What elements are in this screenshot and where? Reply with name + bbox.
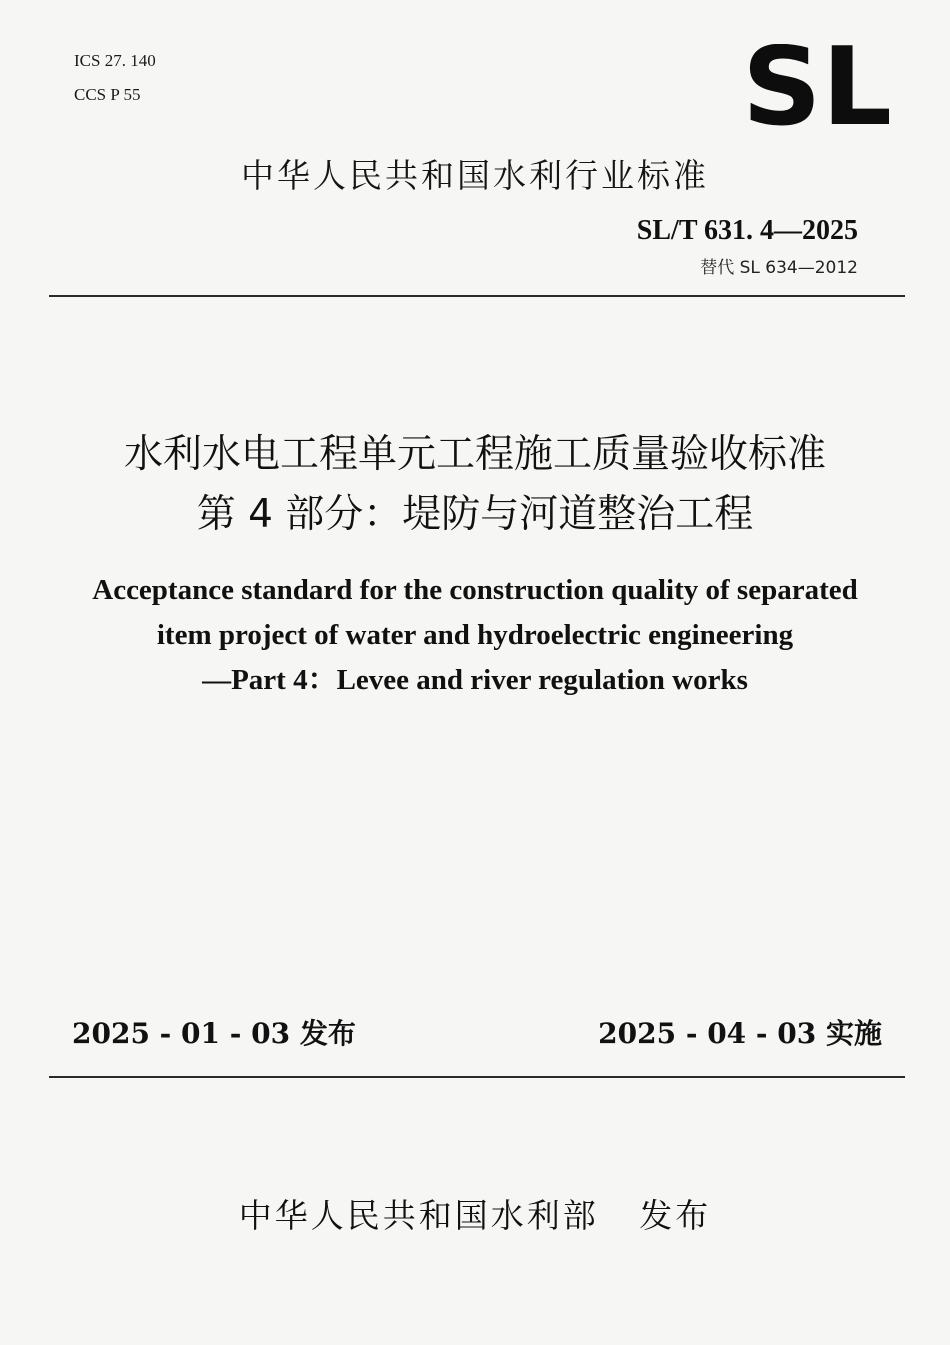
title-english — [20, 568, 930, 703]
bottom-divider — [49, 1076, 905, 1078]
sl-logo — [742, 44, 892, 128]
implementation-date: 2025 - 04 - 03 实施 — [598, 1017, 882, 1050]
svg-text:SL: SL — [742, 44, 892, 128]
replaces-standard: 替代 SL 634—2012 — [700, 258, 858, 278]
publisher: 中华人民共和国水利部 发布 — [238, 1196, 712, 1235]
title-en-line-1: Acceptance standard for the construction quality of separated — [92, 574, 858, 606]
classification-codes — [74, 44, 156, 112]
standard-number: SL/T 631. 4—2025 — [636, 215, 858, 246]
title-chinese — [0, 425, 950, 545]
top-divider — [49, 295, 905, 297]
title-en-line-2: item project of water and hydroelectric engineering — [156, 619, 794, 651]
issue-date: 2025 - 01 - 03 发布 — [72, 1017, 356, 1050]
title-zh-line-1: 水利水电工程单元工程施工质量验收标准 — [123, 432, 826, 477]
issuer-header: 中华人民共和国水利行业标准 — [241, 156, 709, 195]
ccs-code: CCS P 55 — [74, 85, 141, 104]
title-zh-line-2: 第 4 部分：堤防与河道整治工程 — [196, 492, 754, 537]
title-en-line-3: —Part 4：Levee and river regulation works — [202, 664, 748, 696]
ics-code: ICS 27. 140 — [74, 51, 156, 70]
